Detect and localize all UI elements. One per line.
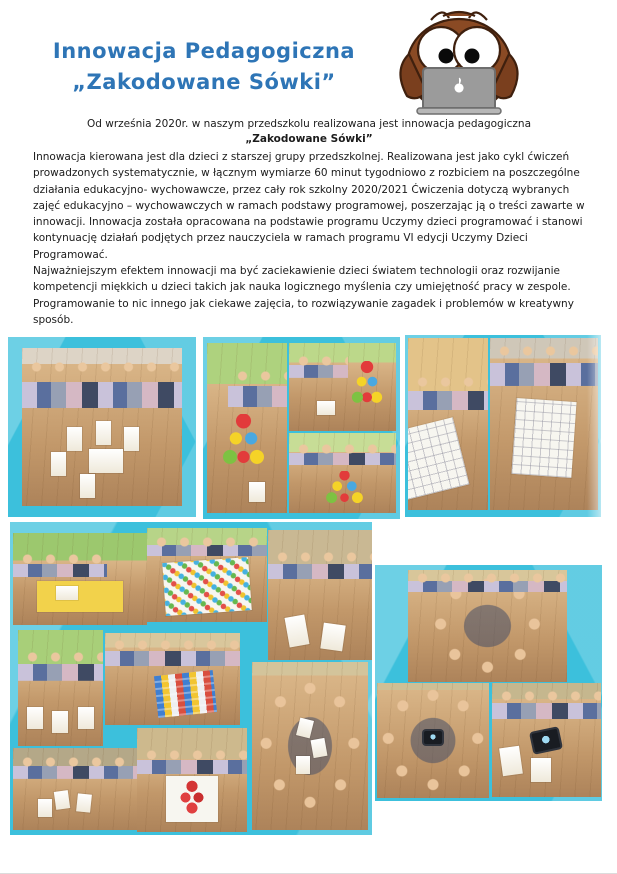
paragraph-1: Innowacja kierowana jest dla dzieci z starszej grupy przedszkolnej. Realizowana jest jako cykl ćwiczeń prowadzonych systematycznie, w łącznym wymiarze 60 minut tygodniowo z rozbiciem na poszczególne działania edukacyjno- wychowawcze, przez cały rok szkolny 2020/2021 Ćwiczenia dotyczą wybranych zajęć edukacyjno – wychowawczych w ramach podstawy programowej, poszerzając ją o treści zawarte w innowacji. Innowacja została opracowana na podstawie programu Uczymy dzieci programować i stanowi kontynuację działań podjętych przez nauczyciela w ramach programu VI edycji Uczymy Dzieci Programować. — [33, 151, 585, 261]
photo-pixel-grid-circle — [105, 633, 240, 725]
pattern-card — [317, 401, 335, 415]
intro-block — [28, 117, 590, 147]
animal-card — [51, 452, 66, 476]
children-figures — [18, 651, 103, 681]
animal-card — [80, 474, 95, 498]
red-cups-heart — [174, 780, 209, 815]
collage-top-left-panel — [8, 337, 196, 517]
paragraph-3: Programowanie to nic innego jak ciekawe zajęcia, to rozwiązywanie zagadek i problemów w kreatywny sposób. — [33, 297, 574, 326]
yellow-table — [37, 581, 123, 612]
owl-icon — [383, 4, 535, 118]
photo-red-cups-heart — [137, 728, 247, 832]
photo-tablet-worksheets — [492, 683, 601, 797]
coding-grid-mat — [511, 398, 577, 478]
photo-children-cards — [18, 630, 103, 746]
picture-card — [27, 707, 43, 729]
picture-card — [77, 793, 93, 812]
paragraph-2: Najważniejszym efektem innowacji ma być zaciekawienie dzieci światem technologii oraz rozwijanie kompetencji miękkich u dzieci takich jak nauka logicznego myślenia czy umiejętność pracy w zespole. — [33, 265, 571, 294]
page-title — [28, 36, 380, 98]
page-title-line2: „Zakodowane Sówki” — [72, 70, 336, 94]
photo-white-shirts-circle — [252, 662, 368, 830]
children-circle — [259, 679, 361, 813]
worksheet — [499, 746, 523, 777]
worksheet — [296, 756, 310, 774]
photo-tablet-circle — [377, 683, 489, 798]
colored-dots-mat — [162, 557, 252, 616]
picture-card — [78, 707, 94, 729]
photo-worksheets-girl — [268, 530, 372, 660]
collage-top-middle-panel — [203, 337, 400, 519]
worksheet — [320, 622, 345, 651]
worksheet — [531, 758, 551, 782]
children-figures — [147, 536, 267, 557]
picture-card — [54, 790, 70, 810]
photo-cup-towers-children — [289, 433, 396, 513]
children-figures — [490, 345, 598, 386]
collage-bottom-left — [10, 522, 372, 835]
photo-animal-cards-circle — [22, 348, 182, 506]
children-figures — [137, 749, 247, 774]
colored-cups-towers — [323, 471, 366, 506]
photo-cup-tower-girl — [289, 343, 396, 431]
animal-card — [96, 421, 111, 445]
children-figures — [408, 572, 567, 592]
picture-card — [38, 799, 52, 817]
page-title-line1: Innowacja Pedagogiczna — [52, 39, 356, 63]
pattern-card — [249, 482, 265, 502]
children-figures — [105, 639, 240, 667]
children-figures — [228, 370, 287, 407]
children-figures — [13, 553, 107, 577]
colored-cups-pyramid — [221, 414, 266, 472]
animal-card — [124, 427, 139, 451]
children-figures — [13, 756, 137, 779]
colored-cups-tower — [351, 361, 383, 410]
tablet-device — [424, 731, 442, 744]
photo-cards-circle — [13, 748, 137, 830]
photo-coding-mat-girl — [408, 338, 488, 510]
worksheet — [284, 614, 309, 647]
coding-grid-mat — [408, 417, 470, 499]
children-figures — [268, 551, 372, 580]
drawing-sheet — [56, 586, 78, 600]
tablet-device — [532, 728, 561, 752]
owl-with-laptop-image — [383, 4, 535, 118]
intro-line2: „Zakodowane Sówki” — [245, 133, 373, 145]
body-text — [33, 149, 595, 328]
animal-card — [67, 427, 82, 451]
photo-dots-mat — [147, 528, 267, 622]
intro-line1: Od września 2020r. w naszym przedszkolu realizowana jest innowacja pedagogiczna — [86, 118, 532, 130]
collage-top-right-panel — [405, 335, 601, 517]
children-figures — [408, 376, 488, 410]
photo-coding-mat-group — [490, 338, 598, 510]
children-figures — [289, 355, 348, 378]
children-figures — [492, 690, 601, 720]
children-figures — [289, 443, 396, 465]
picture-card — [52, 711, 68, 733]
collage-bottom-right — [375, 565, 602, 801]
coding-path-puzzle — [89, 449, 123, 473]
photo-table-drawing — [13, 533, 147, 625]
children-figures — [22, 361, 182, 408]
photo-children-huddle — [408, 570, 567, 682]
pixel-picture-grid — [154, 670, 217, 718]
photo-cup-pyramid-boy — [207, 343, 287, 513]
